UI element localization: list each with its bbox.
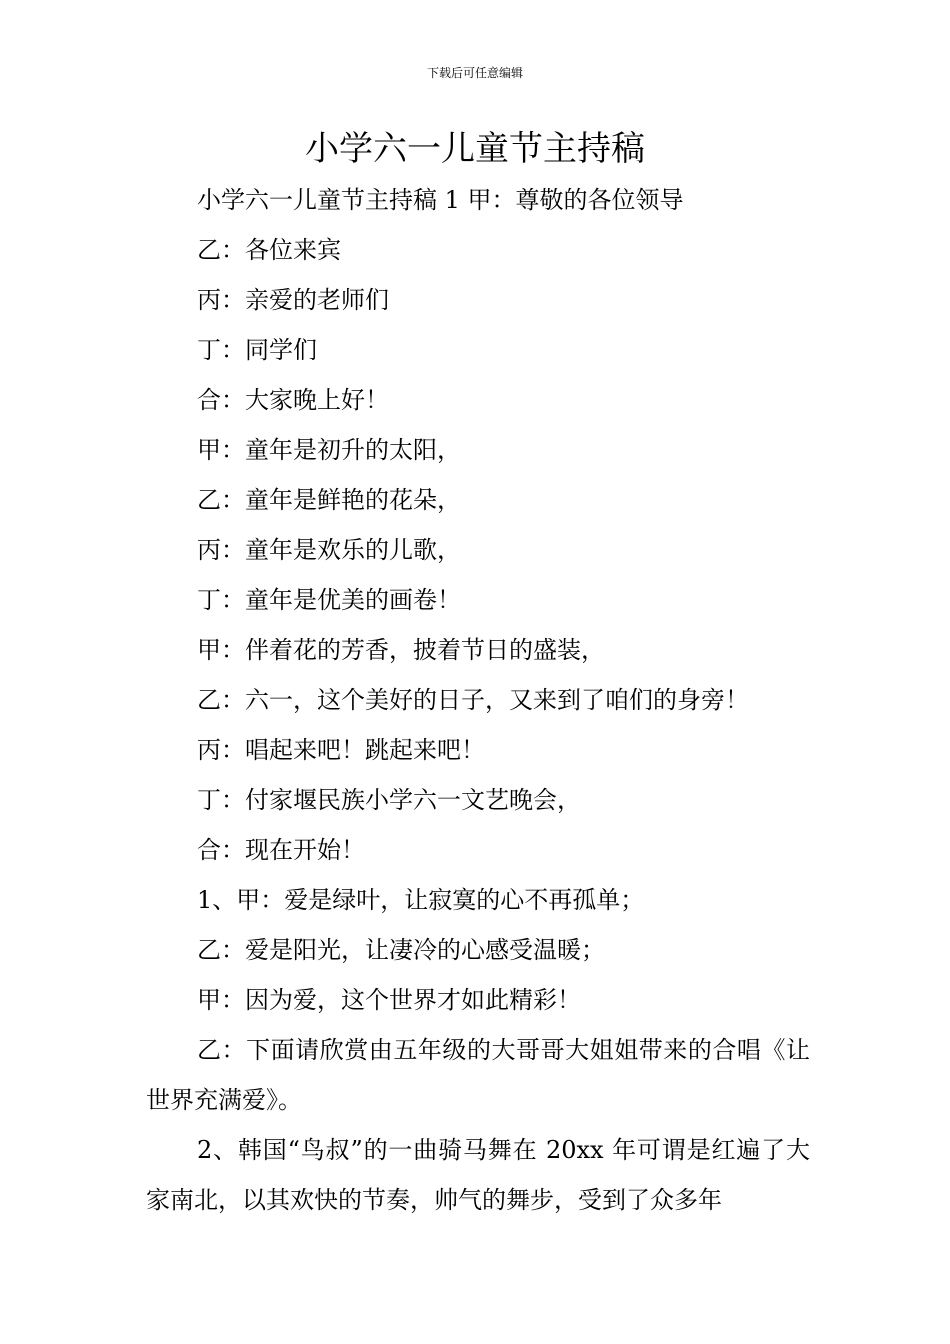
paragraph: 乙：爱是阳光，让凄冷的心感受温暖； — [197, 936, 605, 964]
paragraph: 小学六一儿童节主持稿 1 甲：尊敬的各位领导 — [197, 186, 684, 214]
paragraph: 乙：童年是鲜艳的花朵， — [197, 486, 461, 514]
paragraph: 2、韩国“鸟叔”的一曲骑马舞在 20xx 年可谓是红遍了大家南北，以其欢快的节奏，帅气的舞步，受到了众多年 — [146, 1136, 810, 1214]
paragraph: 丁：付家堰民族小学六一文艺晚会， — [197, 786, 581, 814]
paragraph: 甲：因为爱，这个世界才如此精彩！ — [197, 986, 581, 1014]
paragraph: 合：现在开始！ — [197, 836, 365, 864]
paragraph: 甲：童年是初升的太阳， — [197, 436, 461, 464]
paragraph: 合：大家晚上好！ — [197, 386, 389, 414]
paragraph: 丁：童年是优美的画卷！ — [197, 586, 461, 614]
paragraph: 甲：伴着花的芳香，披着节日的盛装， — [197, 636, 605, 664]
paragraph: 丙：唱起来吧！跳起来吧！ — [197, 736, 485, 764]
page-header-note: 下载后可任意编辑 — [426, 66, 523, 80]
paragraph: 乙：六一，这个美好的日子，又来到了咱们的身旁！ — [197, 686, 749, 714]
paragraph: 丙：童年是欢乐的儿歌， — [197, 536, 461, 564]
paragraph: 丙：亲爱的老师们 — [197, 286, 389, 314]
paragraph: 1、甲：爱是绿叶，让寂寞的心不再孤单； — [197, 886, 645, 914]
paragraph: 丁：同学们 — [197, 336, 317, 364]
document-title: 小学六一儿童节主持稿 — [305, 129, 645, 169]
paragraph: 乙：各位来宾 — [197, 236, 341, 264]
document-body — [146, 175, 810, 1225]
paragraph: 乙：下面请欣赏由五年级的大哥哥大姐姐带来的合唱《让世界充满爱》。 — [146, 1036, 810, 1114]
